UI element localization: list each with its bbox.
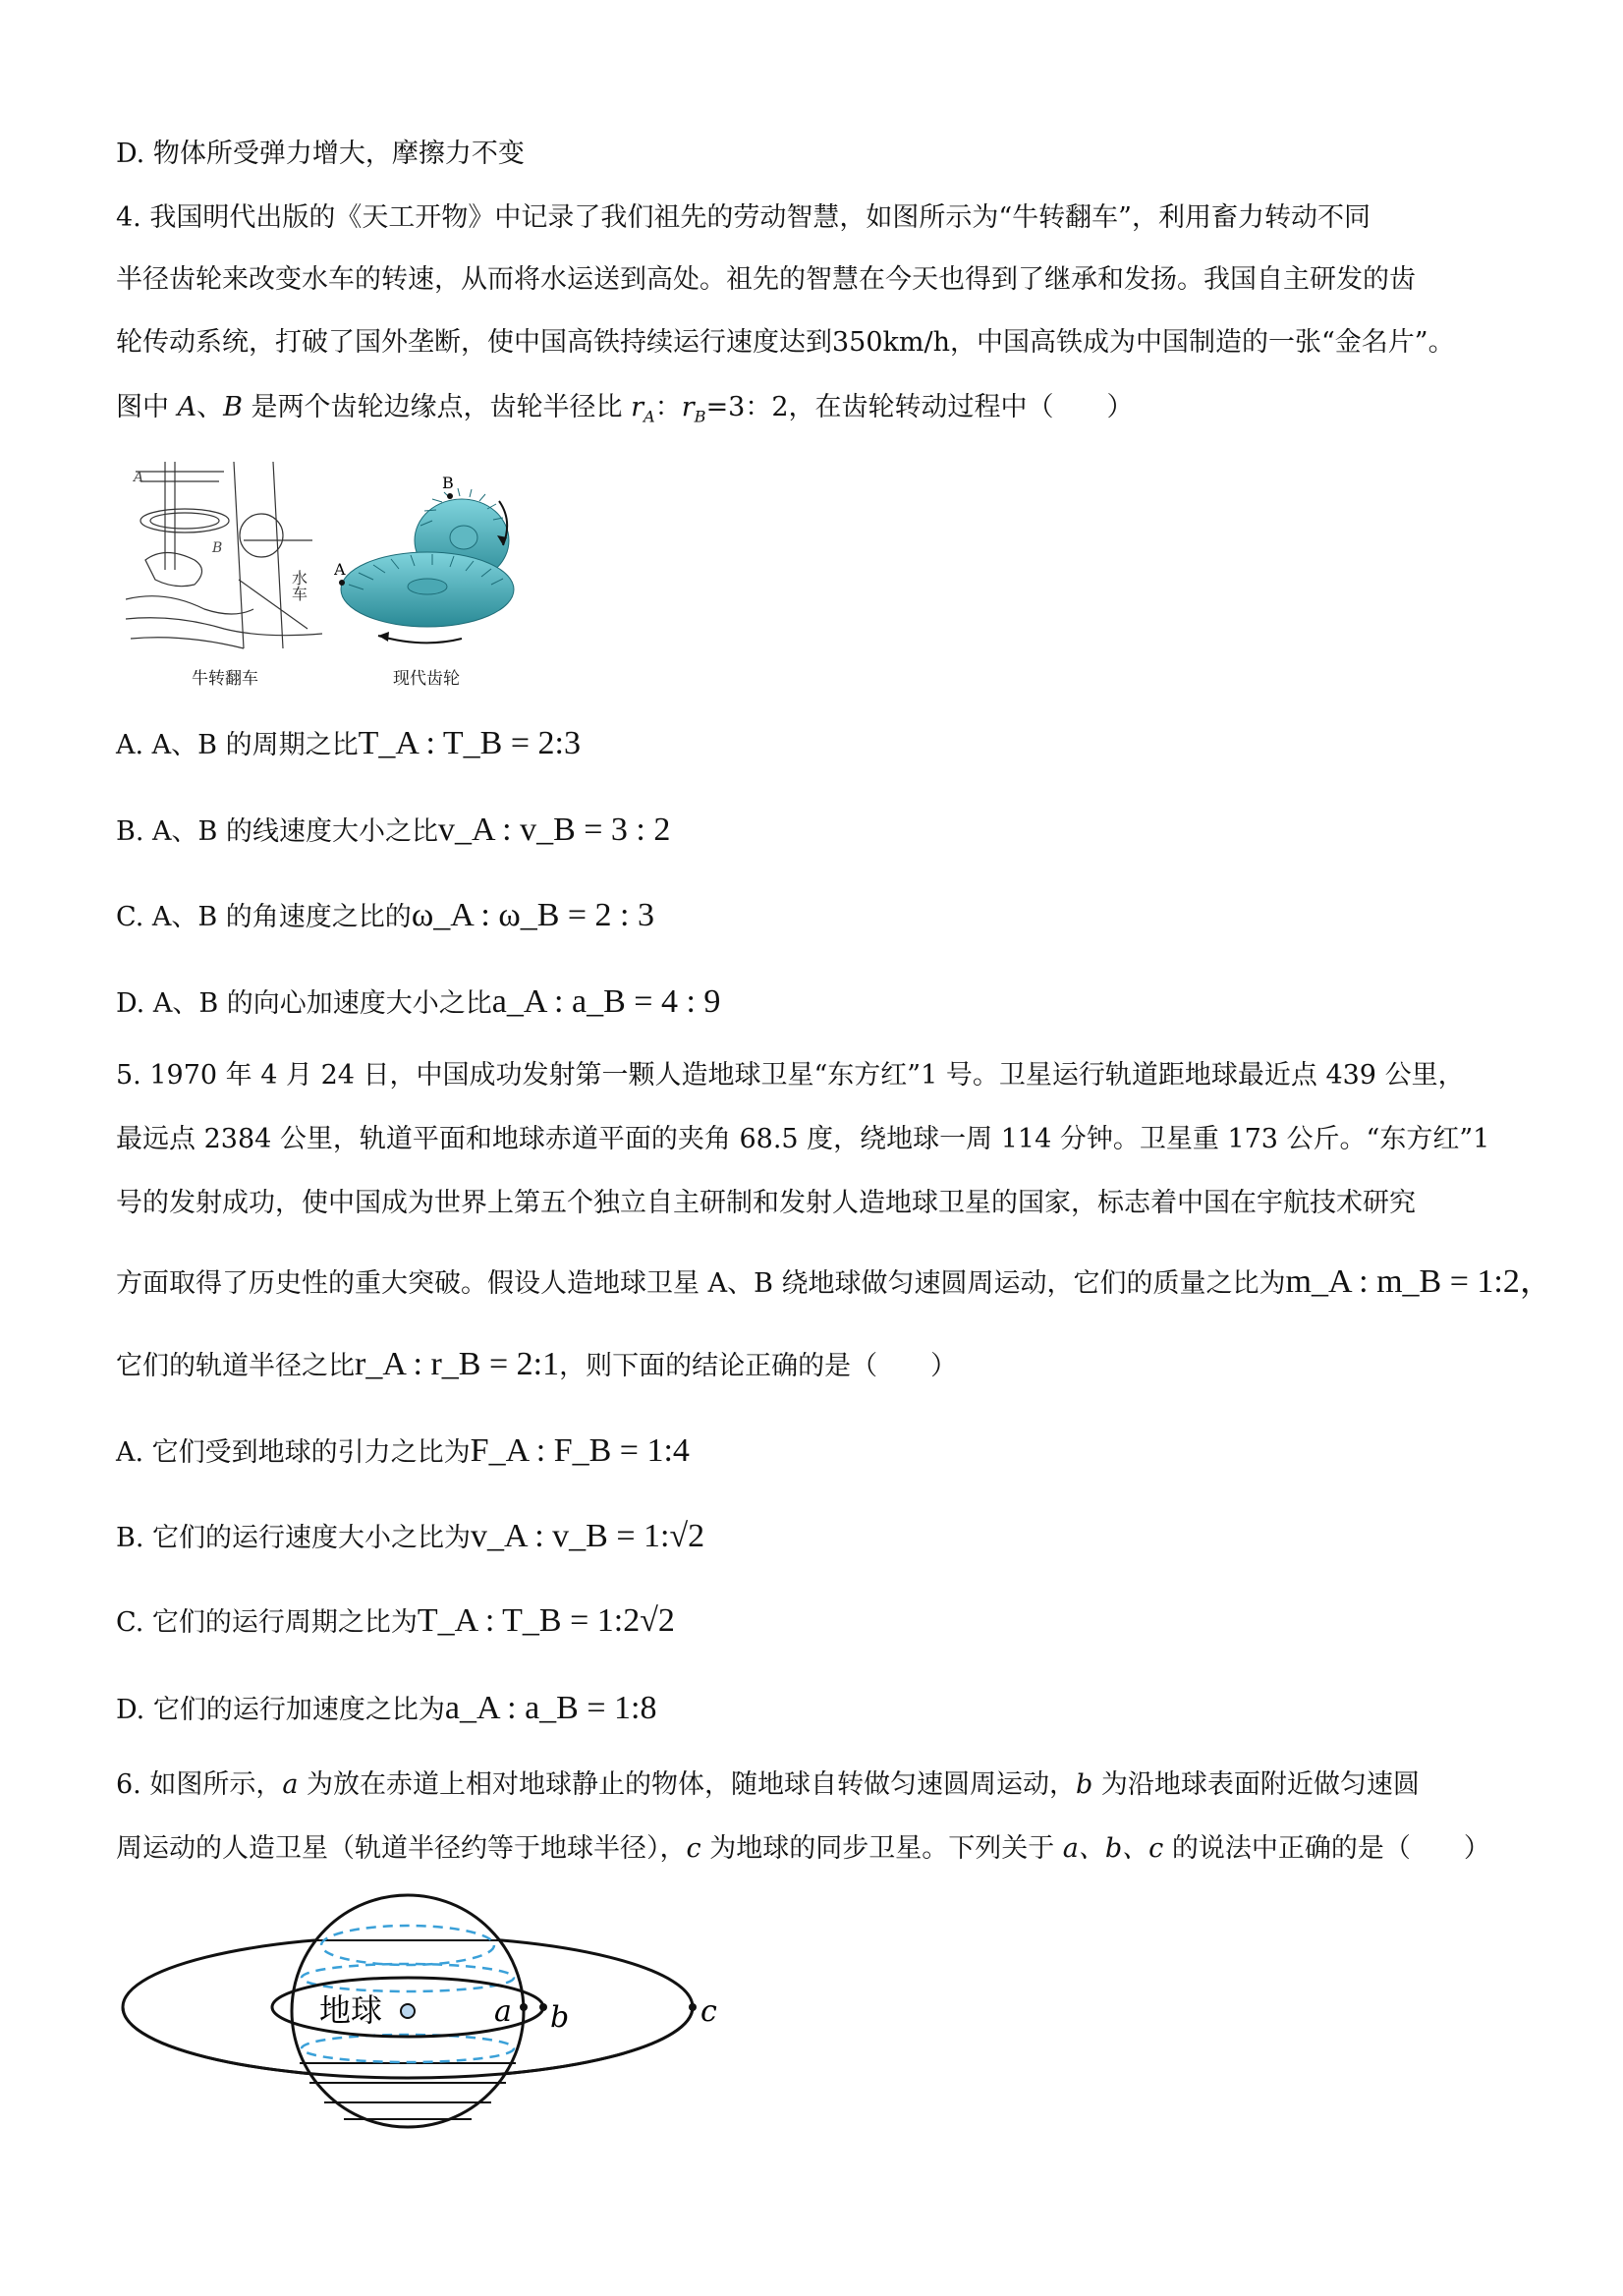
fig-right-caption: 现代齿轮 [393,669,460,689]
q4-stem-line-4: 图中 A、B 是两个齿轮边缘点，齿轮半径比 $r_A$：$r_B=3$：2，在齿轮转动过程中（ ） [116,392,1134,426]
q6-stem-line-2: 周运动的人造卫星（轨道半径约等于地球半径），c 为地球的同步卫星。下列关于 a、b、c 的说法中正确的是（ ） [116,1833,1490,1864]
point-b-marker [447,493,453,499]
fig-a-label: a [494,1994,512,2029]
q5-option-c: C. 它们的运行周期之比为T_A : T_B = 1:2√2 [116,1602,675,1639]
q5-stem-line-3: 号的发射成功，使中国成为世界上第五个独立自主研制和发射人造地球卫星的国家，标志着中国在宇航技术研究 [116,1188,1416,1218]
q5-stem-line-1: 5. 1970 年 4 月 24 日，中国成功发射第一颗人造地球卫星“东方红”1 号。卫星运行轨道距地球最近点 439 公里， [116,1060,1465,1091]
fig-right-label-b: B [442,474,454,492]
point-b [539,2003,547,2011]
q6-stem-line-1: 6. 如图所示，a 为放在赤道上相对地球静止的物体，随地球自转做匀速圆周运动，b 为沿地球表面附近做匀速圆 [116,1769,1420,1800]
q5-stem-line-2: 最远点 2384 公里，轨道平面和地球赤道平面的夹角 68.5 度，绕地球一周 114 分钟。卫星重 173 公斤。“东方红”1 [116,1124,1490,1154]
fig-right-label-a: A [334,560,346,579]
q3-option-d: D. 物体所受弹力增大，摩擦力不变 [116,139,525,169]
fig-left-label-b: B [212,540,223,556]
fig-b-label: b [550,2000,570,2035]
earth-center-icon [401,2004,415,2018]
q4-stem-line-1: 4. 我国明代出版的《天工开物》中记录了我们祖先的劳动智慧，如图所示为“牛转翻车”，利用畜力转动不同 [116,202,1371,233]
q4-option-a: A. A、B 的周期之比T_A : T_B = 2:3 [116,725,581,761]
point-c [689,2003,697,2011]
q5-option-b: B. 它们的运行速度大小之比为v_A : v_B = 1:√2 [116,1518,705,1554]
point-a [520,2003,528,2011]
q5-stem-line-5: 它们的轨道半径之比r_A : r_B = 2:1，则下面的结论正确的是（ ） [116,1346,958,1382]
point-a-marker [339,580,345,586]
q4-option-d: D. A、B 的向心加速度大小之比a_A : a_B = 4 : 9 [116,983,721,1020]
q4-stem-line-2: 半径齿轮来改变水车的转速，从而将水运送到高处。祖先的智慧在今天也得到了继承和发扬。我国自主研发的齿 [116,264,1416,295]
q4-stem-line-3: 轮传动系统，打破了国外垄断，使中国高铁持续运行速度达到350km/h，中国高铁成为中国制造的一张“金名片”。 [116,327,1455,358]
fig-c-label: c [700,1994,717,2029]
q5-stem-line-4: 方面取得了历史性的重大突破。假设人造地球卫星 A、B 绕地球做匀速圆周运动，它们的质量之比为m_A : m_B = 1:2， [116,1263,1553,1300]
fig-left-label-a: A [134,470,144,485]
q5-option-d: D. 它们的运行加速度之比为a_A : a_B = 1:8 [116,1690,657,1726]
q5-option-a: A. 它们受到地球的引力之比为F_A : F_B = 1:4 [116,1432,690,1469]
fig-earth-label: 地球 [319,1991,383,2029]
earth-orbits-figure [113,1891,742,2142]
modern-gears-figure [334,467,550,653]
fig-left-label-water: 水车 [289,570,308,601]
q4-option-c: C. A、B 的角速度之比的ω_A : ω_B = 2 : 3 [116,897,654,933]
gear-a-icon [341,552,514,627]
fig-left-caption: 牛转翻车 [192,669,258,689]
ox-water-wheel-figure [126,452,322,653]
q4-option-b: B. A、B 的线速度大小之比v_A : v_B = 3 : 2 [116,812,671,848]
